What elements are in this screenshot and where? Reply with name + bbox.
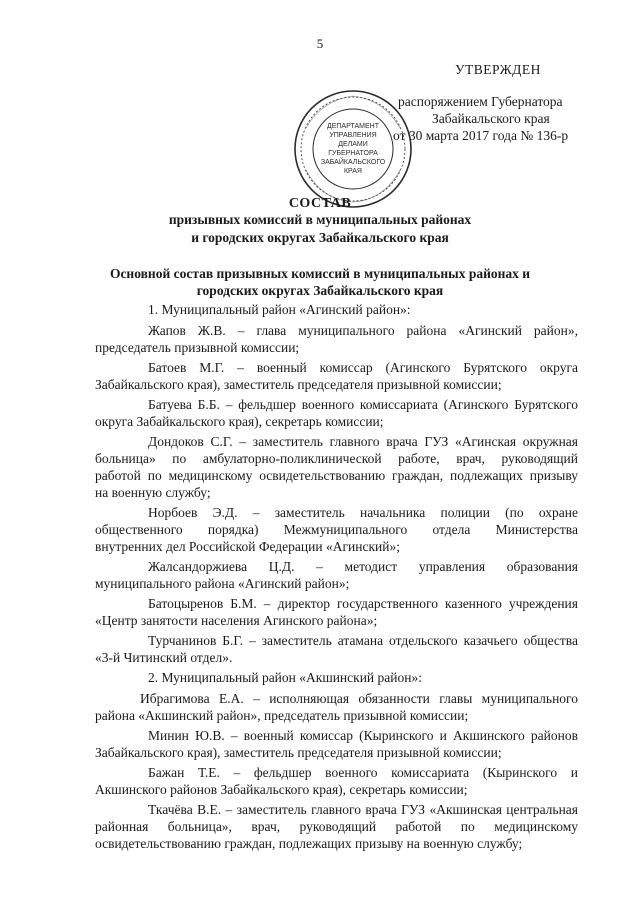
official-stamp-seal <box>292 88 414 210</box>
text-line: района «Акшинский район», председатель призывной комиссии; <box>95 708 469 723</box>
section-heading-1: Основной состав призывных комиссий в муниципальных районах и <box>109 266 531 281</box>
text-line: «Центр занятости населения Агинского района»; <box>95 613 378 628</box>
page-number: 5 <box>316 36 324 51</box>
svg-text:КРАЯ: КРАЯ <box>343 168 363 175</box>
text-line: «3-й Читинский отдел». <box>95 650 233 665</box>
approval-line-2: Забайкальского края <box>432 111 550 126</box>
document-title: СОСТАВ <box>288 196 352 211</box>
text-line: Батуева Б.Б. – фельдшер военного комиссариата (Агинского Бурятского <box>148 397 578 412</box>
text-line: Забайкальского края), заместитель председателя призывной комиссии; <box>95 377 502 392</box>
text-line: Батоцыренов Б.М. – директор государственного казенного учреждения <box>148 596 578 611</box>
approval-heading: УТВЕРЖДЕН <box>455 62 541 77</box>
text-line: внутренних дел Российской Федерации «Агинский»; <box>95 539 400 554</box>
text-line: председатель призывной комиссии; <box>95 340 300 355</box>
list-item-header-1: 1. Муниципальный район «Агинский район»: <box>148 302 411 317</box>
section-heading-2: городских округах Забайкальского края <box>196 283 444 298</box>
svg-text:ГУБЕРНАТОРА: ГУБЕРНАТОРА <box>328 150 378 157</box>
text-line: муниципального района «Агинский район»; <box>95 576 350 591</box>
text-line: Забайкальского края), заместитель председателя призывной комиссии; <box>95 745 502 760</box>
text-line: Минин Ю.В. – военный комиссар (Кыринского и Акшинского районов <box>148 728 578 743</box>
svg-text:ДЕПАРТАМЕНТ: ДЕПАРТАМЕНТ <box>326 123 380 130</box>
document-subtitle-1: призывных комиссий в муниципальных районах <box>168 212 472 227</box>
text-line: Турчанинов Б.Г. – заместитель атамана отдельского казачьего общества <box>148 633 578 648</box>
text-line: Батоев М.Г. – военный комиссар (Агинского Бурятского округа <box>148 360 578 375</box>
document-subtitle-2: и городских округах Забайкальского края <box>191 230 449 245</box>
text-line: Ибрагимова Е.А. – исполняющая обязанности главы муниципального <box>140 691 578 706</box>
svg-text:ДЕЛАМИ: ДЕЛАМИ <box>338 141 368 148</box>
approval-line-3: от 30 марта 2017 года № 136-р <box>393 128 569 143</box>
text-line: Дондоков С.Г. – заместитель главного врача ГУЗ «Агинская окружная <box>148 434 578 449</box>
text-line: Жалсандоржиева Ц.Д. – методист управления образования <box>148 559 578 574</box>
text-line: Бажан Т.Е. – фельдшер военного комиссариата (Кыринского и <box>148 765 578 780</box>
text-line: Акшинского районов Забайкальского края), секретарь комиссии; <box>95 782 468 797</box>
text-line: работой по медицинскому освидетельствованию граждан, подлежащих призыву <box>95 468 578 483</box>
text-line: на военную службу; <box>95 485 211 500</box>
svg-text:УПРАВЛЕНИЯ: УПРАВЛЕНИЯ <box>329 132 377 139</box>
text-line: Норбоев Э.Д. – заместитель начальника полиции (по охране <box>148 505 578 520</box>
list-item-header-2: 2. Муниципальный район «Акшинский район»: <box>148 670 422 685</box>
approval-line-1: распоряжением Губернатора <box>398 94 563 109</box>
text-line: Ткачёва В.Е. – заместитель главного врача ГУЗ «Акшинская центральная <box>148 802 578 817</box>
text-line: округа Забайкальского края), секретарь комиссии; <box>95 414 384 429</box>
text-line: больница» по амбулаторно-поликлинической работе, врач, руководящий <box>95 451 578 466</box>
text-line: освидетельствованию граждан, подлежащих призыву на военную службу; <box>95 836 523 851</box>
text-line: районная больница», врач, руководящий работой по медицинскому <box>95 819 578 834</box>
svg-text:ЗАБАЙКАЛЬСКОГО: ЗАБАЙКАЛЬСКОГО <box>320 159 386 166</box>
text-line: Жапов Ж.В. – глава муниципального района «Агинский район», <box>148 323 578 338</box>
text-line: общественного порядка) Межмуниципального отдела Министерства <box>95 522 578 537</box>
